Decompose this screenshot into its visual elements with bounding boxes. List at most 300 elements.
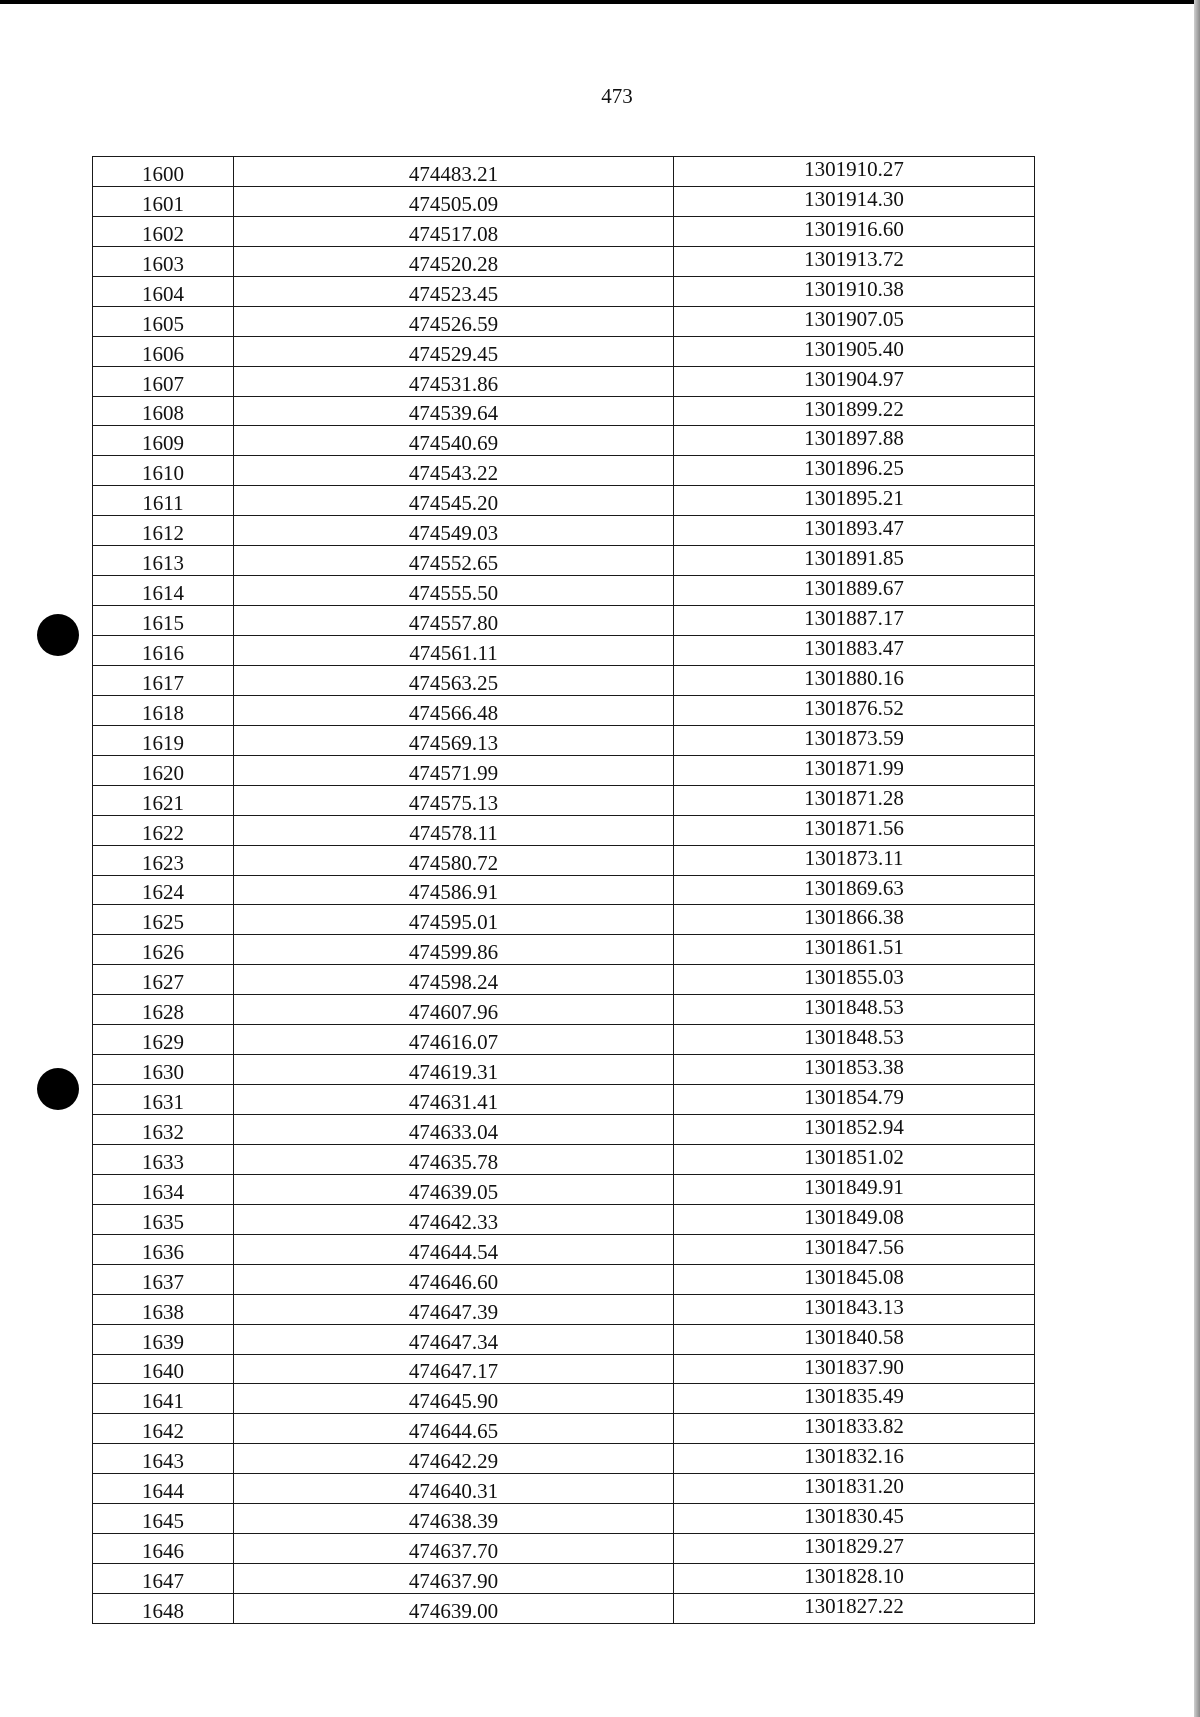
- table-row: [93, 1534, 1035, 1564]
- table-row: [93, 1025, 1035, 1055]
- point-id-text: 1628: [142, 1000, 184, 1025]
- table-row: [93, 216, 1035, 246]
- x-coordinate-cell: [234, 1144, 674, 1174]
- x-coordinate-cell: [234, 246, 674, 276]
- point-id-text: 1645: [142, 1509, 184, 1534]
- point-id-cell: [93, 546, 234, 576]
- x-coordinate-cell: [234, 486, 674, 516]
- point-id-cell: [93, 905, 234, 935]
- x-coordinate-text: 474645.90: [408, 1389, 499, 1414]
- x-coordinate-text: 474595.01: [408, 910, 499, 935]
- point-id-text: 1623: [142, 850, 184, 875]
- x-coordinate-text: 474635.78: [408, 1149, 499, 1174]
- point-id-text: 1606: [142, 341, 184, 366]
- point-id-text: 1626: [142, 940, 184, 965]
- x-coordinate-text: 474520.28: [408, 251, 499, 276]
- x-coordinate-text: 474619.31: [408, 1060, 499, 1085]
- x-coordinate-text: 474646.60: [408, 1269, 499, 1294]
- point-id-text: 1643: [142, 1449, 184, 1474]
- y-coordinate-cell: [674, 606, 1035, 636]
- y-coordinate-cell: [674, 456, 1035, 486]
- y-coordinate-cell: [674, 276, 1035, 306]
- point-id-text: 1648: [142, 1598, 184, 1623]
- x-coordinate-text: 474631.41: [408, 1090, 499, 1114]
- point-id-cell: [93, 1504, 234, 1534]
- x-coordinate-cell: [234, 815, 674, 845]
- point-id-cell: [93, 486, 234, 516]
- y-coordinate-cell: [674, 1174, 1035, 1204]
- x-coordinate-cell: [234, 1354, 674, 1384]
- table-row: [93, 1324, 1035, 1354]
- table-row: [93, 456, 1035, 486]
- x-coordinate-cell: [234, 1534, 674, 1564]
- x-coordinate-cell: [234, 695, 674, 725]
- y-coordinate-text: 1301891.85: [804, 546, 904, 571]
- point-id-text: 1618: [142, 700, 184, 725]
- point-id-cell: [93, 426, 234, 456]
- table-row: [93, 905, 1035, 935]
- point-id-cell: [93, 1144, 234, 1174]
- point-id-text: 1603: [142, 251, 184, 276]
- x-coordinate-cell: [234, 157, 674, 187]
- y-coordinate-cell: [674, 665, 1035, 695]
- y-coordinate-text: 1301893.47: [804, 516, 904, 541]
- y-coordinate-cell: [674, 755, 1035, 785]
- x-coordinate-cell: [234, 755, 674, 785]
- y-coordinate-cell: [674, 1144, 1035, 1174]
- y-coordinate-cell: [674, 1354, 1035, 1384]
- y-coordinate-cell: [674, 1534, 1035, 1564]
- x-coordinate-cell: [234, 576, 674, 606]
- table-row: [93, 1444, 1035, 1474]
- x-coordinate-cell: [234, 1594, 674, 1624]
- table-row: [93, 1115, 1035, 1145]
- point-id-text: 1619: [142, 730, 184, 755]
- y-coordinate-text: 1301873.59: [804, 725, 904, 750]
- y-coordinate-cell: [674, 1055, 1035, 1085]
- x-coordinate-text: 474642.33: [408, 1209, 499, 1234]
- point-id-cell: [93, 1354, 234, 1384]
- point-id-text: 1615: [142, 611, 184, 635]
- table-row: [93, 875, 1035, 905]
- point-id-cell: [93, 157, 234, 187]
- table-row: [93, 157, 1035, 187]
- point-id-cell: [93, 186, 234, 216]
- point-id-cell: [93, 935, 234, 965]
- point-id-text: 1622: [142, 820, 184, 845]
- y-coordinate-text: 1301849.08: [804, 1204, 904, 1229]
- x-coordinate-text: 474523.45: [408, 281, 499, 306]
- point-id-cell: [93, 1324, 234, 1354]
- x-coordinate-cell: [234, 1264, 674, 1294]
- y-coordinate-cell: [674, 186, 1035, 216]
- x-coordinate-text: 474642.29: [408, 1449, 499, 1474]
- point-id-cell: [93, 1234, 234, 1264]
- point-id-cell: [93, 1414, 234, 1444]
- point-id-cell: [93, 665, 234, 695]
- x-coordinate-cell: [234, 1085, 674, 1115]
- point-id-cell: [93, 815, 234, 845]
- point-id-cell: [93, 366, 234, 396]
- table-row: [93, 1414, 1035, 1444]
- y-coordinate-cell: [674, 1085, 1035, 1115]
- y-coordinate-text: 1301831.20: [804, 1474, 904, 1499]
- y-coordinate-cell: [674, 695, 1035, 725]
- y-coordinate-text: 1301866.38: [804, 905, 904, 930]
- x-coordinate-cell: [234, 1414, 674, 1444]
- point-id-text: 1646: [142, 1539, 184, 1564]
- y-coordinate-cell: [674, 1324, 1035, 1354]
- coordinates-table-body: [93, 157, 1035, 1624]
- y-coordinate-text: 1301853.38: [804, 1055, 904, 1080]
- y-coordinate-text: 1301899.22: [804, 396, 904, 421]
- table-row: [93, 755, 1035, 785]
- x-coordinate-text: 474580.72: [408, 850, 499, 875]
- point-id-cell: [93, 336, 234, 366]
- y-coordinate-text: 1301887.17: [804, 606, 904, 631]
- point-id-text: 1601: [142, 191, 184, 216]
- point-id-text: 1634: [142, 1179, 184, 1204]
- point-id-text: 1632: [142, 1119, 184, 1144]
- x-coordinate-text: 474647.17: [408, 1359, 499, 1384]
- y-coordinate-cell: [674, 1264, 1035, 1294]
- point-id-text: 1625: [142, 910, 184, 935]
- y-coordinate-text: 1301849.91: [804, 1174, 904, 1199]
- x-coordinate-text: 474517.08: [408, 221, 499, 246]
- point-id-text: 1639: [142, 1329, 184, 1354]
- y-coordinate-cell: [674, 785, 1035, 815]
- y-coordinate-cell: [674, 1414, 1035, 1444]
- table-row: [93, 576, 1035, 606]
- point-id-cell: [93, 576, 234, 606]
- y-coordinate-text: 1301913.72: [804, 246, 904, 271]
- y-coordinate-cell: [674, 905, 1035, 935]
- y-coordinate-text: 1301907.05: [804, 306, 904, 331]
- x-coordinate-cell: [234, 1234, 674, 1264]
- x-coordinate-text: 474607.96: [408, 1000, 499, 1025]
- x-coordinate-text: 474566.48: [408, 700, 499, 725]
- x-coordinate-text: 474545.20: [408, 491, 499, 516]
- x-coordinate-text: 474586.91: [408, 880, 499, 905]
- point-id-text: 1640: [142, 1359, 184, 1384]
- y-coordinate-cell: [674, 336, 1035, 366]
- x-coordinate-cell: [234, 1204, 674, 1234]
- y-coordinate-text: 1301896.25: [804, 456, 904, 481]
- point-id-cell: [93, 456, 234, 486]
- y-coordinate-text: 1301871.56: [804, 815, 904, 840]
- y-coordinate-text: 1301851.02: [804, 1144, 904, 1169]
- point-id-cell: [93, 1174, 234, 1204]
- x-coordinate-cell: [234, 1384, 674, 1414]
- y-coordinate-cell: [674, 426, 1035, 456]
- x-coordinate-cell: [234, 336, 674, 366]
- y-coordinate-cell: [674, 636, 1035, 666]
- point-id-cell: [93, 965, 234, 995]
- point-id-cell: [93, 606, 234, 636]
- y-coordinate-text: 1301848.53: [804, 995, 904, 1020]
- y-coordinate-cell: [674, 1444, 1035, 1474]
- y-coordinate-text: 1301852.94: [804, 1115, 904, 1139]
- x-coordinate-cell: [234, 995, 674, 1025]
- x-coordinate-text: 474644.65: [408, 1419, 499, 1444]
- table-row: [93, 725, 1035, 755]
- x-coordinate-text: 474540.69: [408, 431, 499, 456]
- y-coordinate-text: 1301883.47: [804, 636, 904, 660]
- y-coordinate-cell: [674, 216, 1035, 246]
- point-id-cell: [93, 755, 234, 785]
- y-coordinate-cell: [674, 246, 1035, 276]
- y-coordinate-cell: [674, 396, 1035, 426]
- table-row: [93, 965, 1035, 995]
- point-id-cell: [93, 1055, 234, 1085]
- y-coordinate-text: 1301904.97: [804, 366, 904, 391]
- point-id-text: 1617: [142, 670, 184, 695]
- point-id-cell: [93, 1564, 234, 1594]
- x-coordinate-cell: [234, 665, 674, 695]
- point-id-text: 1602: [142, 221, 184, 246]
- y-coordinate-text: 1301897.88: [804, 426, 904, 451]
- x-coordinate-cell: [234, 216, 674, 246]
- page-number: 473: [601, 84, 633, 108]
- table-row: [93, 636, 1035, 666]
- x-coordinate-text: 474647.34: [408, 1329, 499, 1354]
- point-id-text: 1627: [142, 970, 184, 995]
- table-row: [93, 516, 1035, 546]
- table-row: [93, 1055, 1035, 1085]
- point-id-text: 1637: [142, 1269, 184, 1294]
- y-coordinate-text: 1301835.49: [804, 1384, 904, 1409]
- x-coordinate-text: 474598.24: [408, 970, 499, 995]
- x-coordinate-text: 474571.99: [408, 760, 499, 785]
- table-row: [93, 606, 1035, 636]
- point-id-text: 1600: [142, 161, 184, 186]
- x-coordinate-cell: [234, 306, 674, 336]
- x-coordinate-text: 474561.11: [409, 640, 498, 665]
- point-id-text: 1612: [142, 521, 184, 546]
- y-coordinate-cell: [674, 1474, 1035, 1504]
- y-coordinate-text: 1301828.10: [804, 1564, 904, 1589]
- page-right-edge: [1194, 0, 1200, 1717]
- point-id-text: 1607: [142, 371, 184, 396]
- point-id-cell: [93, 636, 234, 666]
- point-id-cell: [93, 695, 234, 725]
- point-id-text: 1638: [142, 1299, 184, 1324]
- y-coordinate-cell: [674, 366, 1035, 396]
- x-coordinate-cell: [234, 456, 674, 486]
- x-coordinate-text: 474575.13: [408, 790, 499, 815]
- y-coordinate-cell: [674, 935, 1035, 965]
- y-coordinate-cell: [674, 725, 1035, 755]
- point-id-cell: [93, 1264, 234, 1294]
- x-coordinate-text: 474483.21: [408, 161, 499, 186]
- y-coordinate-text: 1301871.28: [804, 785, 904, 810]
- point-id-cell: [93, 1474, 234, 1504]
- y-coordinate-text: 1301916.60: [804, 216, 904, 241]
- point-id-cell: [93, 1085, 234, 1115]
- x-coordinate-cell: [234, 546, 674, 576]
- x-coordinate-text: 474563.25: [408, 670, 499, 695]
- x-coordinate-cell: [234, 426, 674, 456]
- x-coordinate-text: 474637.70: [408, 1539, 499, 1564]
- x-coordinate-text: 474637.90: [408, 1569, 499, 1593]
- y-coordinate-cell: [674, 516, 1035, 546]
- point-id-cell: [93, 1204, 234, 1234]
- point-id-text: 1609: [142, 431, 184, 456]
- point-id-text: 1642: [142, 1419, 184, 1444]
- point-id-text: 1624: [142, 880, 184, 905]
- x-coordinate-cell: [234, 1294, 674, 1324]
- point-id-cell: [93, 1534, 234, 1564]
- y-coordinate-text: 1301873.11: [804, 845, 904, 870]
- y-coordinate-cell: [674, 965, 1035, 995]
- y-coordinate-cell: [674, 1564, 1035, 1594]
- table-row: [93, 276, 1035, 306]
- point-id-text: 1613: [142, 551, 184, 576]
- y-coordinate-text: 1301910.27: [804, 157, 904, 181]
- y-coordinate-text: 1301827.22: [804, 1594, 904, 1618]
- x-coordinate-text: 474633.04: [408, 1119, 499, 1144]
- table-row: [93, 1294, 1035, 1324]
- y-coordinate-text: 1301876.52: [804, 695, 904, 720]
- point-id-cell: [93, 995, 234, 1025]
- y-coordinate-cell: [674, 845, 1035, 875]
- x-coordinate-text: 474647.39: [408, 1299, 499, 1324]
- y-coordinate-text: 1301880.16: [804, 665, 904, 690]
- point-id-text: 1614: [142, 581, 184, 606]
- point-id-cell: [93, 1294, 234, 1324]
- table-row: [93, 1474, 1035, 1504]
- x-coordinate-text: 474616.07: [408, 1030, 499, 1055]
- point-id-text: 1630: [142, 1060, 184, 1085]
- y-coordinate-text: 1301848.53: [804, 1025, 904, 1050]
- point-id-cell: [93, 396, 234, 426]
- point-id-text: 1610: [142, 461, 184, 486]
- x-coordinate-text: 474526.59: [408, 311, 499, 336]
- y-coordinate-text: 1301843.13: [804, 1294, 904, 1319]
- point-id-cell: [93, 1444, 234, 1474]
- x-coordinate-text: 474644.54: [408, 1239, 499, 1264]
- table-row: [93, 486, 1035, 516]
- point-id-cell: [93, 216, 234, 246]
- table-row: [93, 1144, 1035, 1174]
- table-row: [93, 695, 1035, 725]
- y-coordinate-cell: [674, 1504, 1035, 1534]
- point-id-cell: [93, 1025, 234, 1055]
- x-coordinate-cell: [234, 606, 674, 636]
- x-coordinate-cell: [234, 1025, 674, 1055]
- y-coordinate-text: 1301829.27: [804, 1534, 904, 1559]
- y-coordinate-text: 1301854.79: [804, 1085, 904, 1110]
- y-coordinate-text: 1301830.45: [804, 1504, 904, 1529]
- x-coordinate-cell: [234, 1564, 674, 1594]
- x-coordinate-text: 474552.65: [408, 551, 499, 576]
- point-id-text: 1644: [142, 1479, 184, 1504]
- point-id-text: 1621: [142, 790, 184, 815]
- table-row: [93, 336, 1035, 366]
- y-coordinate-text: 1301832.16: [804, 1444, 904, 1469]
- point-id-text: 1604: [142, 281, 184, 306]
- x-coordinate-text: 474569.13: [408, 730, 499, 755]
- point-id-text: 1616: [142, 640, 184, 665]
- punch-hole-mark: [37, 614, 79, 656]
- x-coordinate-cell: [234, 1055, 674, 1085]
- y-coordinate-cell: [674, 306, 1035, 336]
- y-coordinate-text: 1301910.38: [804, 276, 904, 301]
- x-coordinate-text: 474640.31: [408, 1479, 499, 1504]
- point-id-cell: [93, 1594, 234, 1624]
- y-coordinate-cell: [674, 875, 1035, 905]
- y-coordinate-cell: [674, 486, 1035, 516]
- point-id-cell: [93, 306, 234, 336]
- point-id-text: 1636: [142, 1239, 184, 1264]
- table-row: [93, 995, 1035, 1025]
- point-id-cell: [93, 246, 234, 276]
- y-coordinate-text: 1301869.63: [804, 875, 904, 900]
- x-coordinate-cell: [234, 845, 674, 875]
- point-id-text: 1647: [142, 1569, 184, 1593]
- x-coordinate-text: 474599.86: [408, 940, 499, 965]
- table-row: [93, 935, 1035, 965]
- point-id-text: 1631: [142, 1090, 184, 1114]
- y-coordinate-text: 1301914.30: [804, 186, 904, 211]
- x-coordinate-text: 474543.22: [408, 461, 499, 486]
- x-coordinate-cell: [234, 276, 674, 306]
- y-coordinate-cell: [674, 576, 1035, 606]
- x-coordinate-cell: [234, 725, 674, 755]
- x-coordinate-text: 474638.39: [408, 1509, 499, 1534]
- x-coordinate-cell: [234, 186, 674, 216]
- y-coordinate-text: 1301840.58: [804, 1324, 904, 1349]
- x-coordinate-text: 474557.80: [408, 611, 499, 635]
- point-id-text: 1620: [142, 760, 184, 785]
- table-row: [93, 665, 1035, 695]
- x-coordinate-text: 474549.03: [408, 521, 499, 546]
- table-row: [93, 1504, 1035, 1534]
- point-id-text: 1633: [142, 1149, 184, 1174]
- point-id-cell: [93, 516, 234, 546]
- x-coordinate-cell: [234, 1174, 674, 1204]
- x-coordinate-cell: [234, 636, 674, 666]
- point-id-cell: [93, 875, 234, 905]
- y-coordinate-text: 1301847.56: [804, 1234, 904, 1259]
- table-row: [93, 1204, 1035, 1234]
- y-coordinate-cell: [674, 1594, 1035, 1624]
- point-id-text: 1611: [142, 491, 184, 516]
- y-coordinate-cell: [674, 815, 1035, 845]
- point-id-cell: [93, 1115, 234, 1145]
- y-coordinate-cell: [674, 157, 1035, 187]
- x-coordinate-cell: [234, 1504, 674, 1534]
- table-row: [93, 815, 1035, 845]
- x-coordinate-cell: [234, 1474, 674, 1504]
- y-coordinate-text: 1301889.67: [804, 576, 904, 601]
- y-coordinate-cell: [674, 1115, 1035, 1145]
- x-coordinate-text: 474578.11: [409, 820, 498, 845]
- y-coordinate-cell: [674, 546, 1035, 576]
- y-coordinate-text: 1301837.90: [804, 1354, 904, 1379]
- x-coordinate-cell: [234, 965, 674, 995]
- table-row: [93, 785, 1035, 815]
- y-coordinate-text: 1301905.40: [804, 336, 904, 361]
- x-coordinate-cell: [234, 1324, 674, 1354]
- y-coordinate-cell: [674, 1204, 1035, 1234]
- y-coordinate-text: 1301845.08: [804, 1264, 904, 1289]
- point-id-text: 1605: [142, 311, 184, 336]
- y-coordinate-text: 1301833.82: [804, 1414, 904, 1439]
- x-coordinate-cell: [234, 1115, 674, 1145]
- table-row: [93, 366, 1035, 396]
- x-coordinate-cell: [234, 396, 674, 426]
